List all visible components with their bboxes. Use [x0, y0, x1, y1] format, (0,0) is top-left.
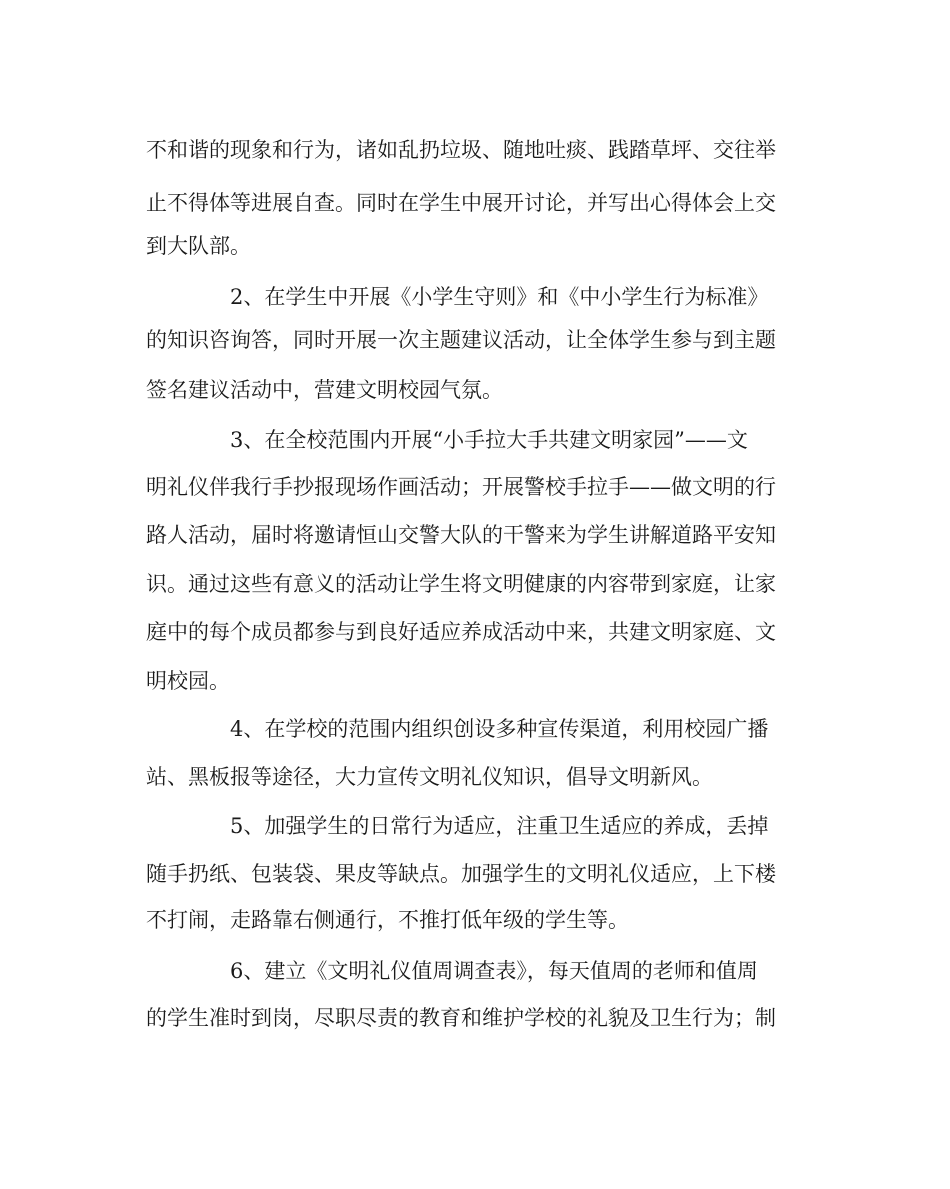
text-line: 不和谐的现象和行为，诸如乱扔垃圾、随地吐痰、践踏草坪、交往举: [146, 138, 776, 162]
text-line: 站、黑板报等途径，大力宣传文明礼仪知识，倡导文明新风。: [146, 765, 713, 789]
paragraph-start-line: 2、在学生中开展《小学生守则》和《中小学生行为标准》: [230, 285, 769, 309]
text-line: 明礼仪伴我行手抄报现场作画活动；开展警校手拉手——做文明的行: [146, 475, 776, 499]
paragraph-start-line: 5、加强学生的日常行为适应，注重卫生适应的养成，丢掉: [230, 814, 769, 838]
paragraph-start-line: 3、在全校范围内开展“小手拉大手共建文明家园”——文: [230, 428, 748, 452]
text-line: 随手扔纸、包装袋、果皮等缺点。加强学生的文明礼仪适应，上下楼: [146, 862, 776, 886]
paragraph-start-line: 6、建立《文明礼仪值周调查表》，每天值周的老师和值周: [230, 959, 758, 983]
text-line: 庭中的每个成员都参与到良好适应养成活动中来，共建文明家庭、文: [146, 620, 776, 644]
text-line: 到大队部。: [146, 234, 251, 258]
text-line: 识。通过这些有意义的活动让学生将文明健康的内容带到家庭，让家: [146, 572, 776, 596]
text-line: 不打闹，走路靠右侧通行，不推打低年级的学生等。: [146, 908, 629, 932]
text-line: 的知识咨询答，同时开展一次主题建议活动，让全体学生参与到主题: [146, 328, 776, 352]
text-line: 签名建议活动中，营建文明校园气氛。: [146, 378, 503, 402]
text-line: 明校园。: [146, 669, 230, 693]
text-line: 路人活动，届时将邀请恒山交警大队的干警来为学生讲解道路平安知: [146, 523, 776, 547]
text-line: 的学生准时到岗，尽职尽责的教育和维护学校的礼貌及卫生行为；制: [146, 1006, 776, 1030]
text-line: 止不得体等进展自查。同时在学生中展开讨论，并写出心得体会上交: [146, 191, 776, 215]
paragraph-start-line: 4、在学校的范围内组织创设多种宣传渠道，利用校园广播: [230, 717, 769, 741]
